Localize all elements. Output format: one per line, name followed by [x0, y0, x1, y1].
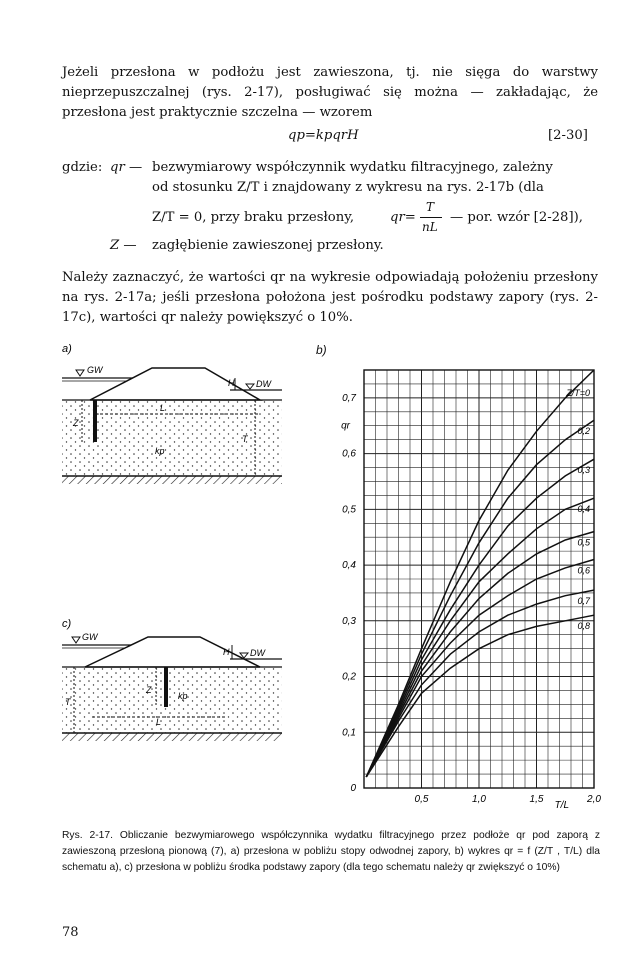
y-axis-label: qr	[341, 420, 350, 432]
series-label: 0,5	[577, 537, 590, 548]
paragraph-2: Należy zaznaczyć, że wartości qr na wykresie odpowiadają położeniu przesłony na rys. 2-17a; jeśli przesłona położona jest pośrodku podstawy zapory (rys. 2-17c), wartości qr należy powiększyć o 10%.	[62, 270, 598, 325]
series-line	[366, 532, 594, 777]
x-tick-label: 2,0	[587, 794, 601, 805]
y-tick-label: 0,3	[342, 615, 356, 627]
series-label: 0,4	[577, 504, 590, 515]
fig-a-dw-marker	[246, 384, 254, 389]
fig-a-kp: kp	[155, 446, 165, 456]
def2-symbol: Z —	[110, 238, 137, 253]
def1-line3b: qr=	[390, 210, 416, 225]
figure-a-diagram	[60, 340, 290, 490]
fig-c-kp: kp	[178, 691, 188, 701]
fig-a-dw: DW	[256, 379, 271, 389]
def1-frac-num: T	[426, 200, 435, 214]
x-tick-label: 1,0	[472, 794, 486, 805]
x-tick-label: 1,5	[529, 794, 544, 805]
def1-line2: od stosunku Z/T i znajdowany z wykresu na rys. 2-17b (dla	[152, 180, 544, 195]
def2-text: zagłębienie zawieszonej przesłony.	[152, 238, 384, 253]
series-line	[366, 615, 594, 777]
fig-c-l: L	[156, 717, 162, 727]
x-axis-label: T/L	[554, 800, 570, 811]
x-tick-label: 0,5	[414, 794, 429, 805]
fig-c-cutoff-wall	[164, 667, 168, 707]
series-label: 0,8	[577, 621, 590, 632]
formula-2-30: qp=kpqrH	[288, 128, 359, 143]
series-label: 0,7	[577, 596, 590, 607]
fig-a-impervious-layer	[62, 476, 282, 484]
def1-line3a: Z/T = 0, przy braku przesłony,	[152, 210, 355, 225]
series-label: 0,6	[577, 565, 590, 576]
paragraph-1: Jeżeli przesłona w podłożu jest zawieszona, tj. nie sięga do warstwy nieprzepuszczalnej (rys. 2-17), posługiwać się można — zakładając, że przesłona jest praktycznie szczelna — wzorem	[62, 65, 598, 120]
series-label: Z/T=0	[566, 388, 590, 398]
fig-c-soil	[62, 667, 282, 733]
chart-b-label: b)	[316, 343, 327, 357]
formula-number: [2-30]	[548, 128, 588, 143]
series-line	[366, 459, 594, 777]
y-tick-label: 0,6	[342, 448, 356, 460]
y-tick-label: 0,5	[342, 504, 356, 516]
fig-a-label: a)	[62, 343, 72, 355]
def1-line3c: — por. wzór [2-28]),	[450, 210, 583, 225]
fig-c-dw: DW	[250, 648, 265, 658]
y-tick-label: 0	[350, 783, 356, 794]
page-number: 78	[62, 925, 79, 940]
fig-c-dam	[85, 637, 260, 667]
fig-a-gw: GW	[87, 365, 103, 375]
fig-a-z: Z	[73, 418, 79, 428]
fig-c-gw: GW	[82, 632, 98, 642]
y-tick-label: 0,4	[342, 560, 356, 572]
fig-a-h: H	[228, 378, 235, 388]
series-label: 0,3	[577, 465, 590, 476]
chart-b	[318, 358, 618, 818]
fraction-bar	[420, 217, 442, 218]
fig-c-impervious-layer	[62, 733, 282, 741]
fig-c-h: H	[223, 647, 230, 657]
def1-symbol: qr —	[110, 160, 143, 175]
fig-a-gw-marker	[76, 370, 84, 376]
figure-caption: Rys. 2-17. Obliczanie bezwymiarowego współczynnika wydatku filtracyjnego przez podłoże qr pod zaporą z zawieszoną przesłoną pionową (7), a) przesłona w pobliżu stopy odwodnej zapory, b) wykres qr = f (Z/T , T/L) dla schematu a), c) przesłona w pobliżu środka podstawy zapory (dla tego schematu należy qr zwiększyć o 10%)	[62, 830, 600, 873]
fig-c-z: Z	[146, 685, 152, 695]
series-line	[366, 590, 594, 777]
def1-line1: bezwymiarowy współczynnik wydatku filtracyjnego, zależny	[152, 160, 553, 175]
fig-c-gw-marker	[72, 637, 80, 643]
figure-c-diagram	[60, 615, 290, 750]
fig-c-label: c)	[62, 618, 72, 630]
def1-frac-den: nL	[422, 220, 438, 234]
y-tick-label: 0,2	[342, 671, 356, 683]
fig-c-t: T	[65, 697, 71, 707]
where-label: gdzie:	[62, 160, 103, 175]
fig-a-cutoff-wall	[93, 400, 97, 442]
series-line	[366, 560, 594, 777]
y-tick-label: 0,1	[342, 727, 356, 739]
fig-a-l: L	[160, 403, 166, 413]
y-tick-label: 0,7	[342, 392, 356, 404]
fig-a-t: T	[242, 434, 248, 444]
series-label: 0,2	[577, 426, 590, 437]
